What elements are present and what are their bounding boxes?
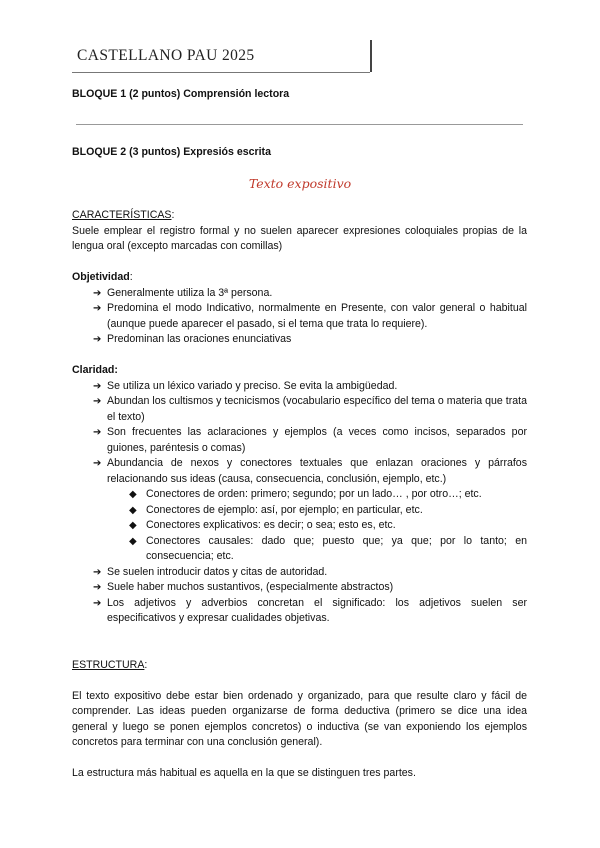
list-item: ➔ Se utiliza un léxico variado y preciso. Se evita la ambigüedad. [72,379,527,395]
caracteristicas-intro: Suele emplear el registro formal y no suelen aparecer expresiones coloquiales propias de la lengua oral (excepto marcadas con comillas) [72,224,527,252]
header-vertical-rule [370,40,372,72]
list-item: ➔ Se suelen introducir datos y citas de autoridad. [72,565,527,581]
caracteristicas-heading: CARACTERÍSTICAS [72,209,172,221]
list-item: ➔ Suele haber muchos sustantivos, (especialmente abstractos) [72,580,527,596]
list-item: ◆ Conectores causales: dado que; puesto que; ya que; por lo tanto; en consecuencia; etc. [72,534,527,565]
list-item: ◆ Conectores explicativos: es decir; o sea; esto es, etc. [72,518,527,534]
list-item: ➔ Predominan las oraciones enunciativas [72,332,527,348]
claridad-heading: Claridad: [72,364,118,376]
bloque-2-heading: BLOQUE 2 (3 puntos) Expresiós escrita [72,146,271,158]
claridad-list-continued [72,565,527,627]
list-item: ➔ Los adjetivos y adverbios concretan el significado: los adjetivos suelen ser especificativos y expresar cualidades objetivas. [72,596,527,627]
list-item: ◆ Conectores de orden: primero; segundo; por un lado… , por otro…; etc. [72,487,527,503]
section-separator [76,124,523,125]
list-item: ➔ Abundan los cultismos y tecnicismos (vocabulario específico del tema o materia que trata el texto) [72,394,527,425]
objetividad-list [72,286,527,348]
header-underline [72,72,370,73]
list-item: ◆ Conectores de ejemplo: así, por ejemplo; en particular, etc. [72,503,527,519]
bloque-1-heading: BLOQUE 1 (2 puntos) Comprensión lectora [72,88,290,100]
list-item: ➔ Predomina el modo Indicativo, normalmente en Presente, con valor general o habitual (aunque puede aparecer el pasado, si el tema que trata lo requiere). [72,301,527,332]
section-subtitle: Texto expositivo [248,176,352,191]
conectores-list [72,487,527,565]
objetividad-heading: Objetividad [72,271,130,283]
claridad-list [72,379,527,488]
estructura-heading: ESTRUCTURA [72,658,145,671]
estructura-paragraph-2: La estructura más habitual es aquella en la que se distinguen tres partes. [72,767,416,779]
list-item: ➔ Son frecuentes las aclaraciones y ejemplos (a veces como incisos, separados por guiones, paréntesis o comas) [72,425,527,456]
header-title: CASTELLANO PAU 2025 [77,47,255,64]
main-content: CARACTERÍSTICAS: Suele emplear el registro formal y no suelen aparecer expresiones coloquiales propias de la lengua oral (excepto marcadas con comillas) Objetividad: ➔ Generalmente utiliza la 3ª persona. ➔ Predomina el modo Indicativo, normalmente en Presente, con valor general o habitual (aunque puede aparecer el pasado, si el tema que trata lo requiere). ➔ Predominan las oraciones enunciativas Claridad: ➔ Se utiliza un léxico variado y preciso. Se evita la ambigüedad. ➔ Abundan los cultismos y tecnicismos (vocabulario específico del tema o materia que trata el texto) ➔ Son frecuentes las aclaraciones y ejemplos (a veces como incisos, separados por guiones, paréntesis o comas) ➔ Abundancia de nexos y conectores textuales que enlazan oraciones y párrafos relacionando sus ideas (causa, consecuencia, conclusión, ejemplo, etc.) ◆ Conectores de orden: primero; segundo; por un lado… , por otro…; etc. ◆ Conectores de ejemplo: así, por ejemplo; en particular, etc. ◆ Conectores explicativos: es decir; o sea; esto es, etc. ◆ Conectores causales: dado que; puesto que; ya que; por lo tanto; en consecuencia; etc. ➔ Se suelen introducir datos y citas de autoridad. ➔ Suele haber muchos sustantivos, (especialmente abstractos) ➔ Los adjetivos y adverbios concretan el significado: los adjetivos suelen ser especificativos y expresar cualidades objetivas. ESTRUCTURA: El texto expositivo debe estar bien ordenado y organizado, para que resulte claro y fácil de comprender. Las ideas pueden organizarse de forma deductiva (primero se dice una idea general y luego se ponen ejemplos concretos) o inductiva (se van exponiendo los ejemplos concretos para terminar con una conclusión general). La estructura más habitual es aquella en la que se distinguen tres partes. [72,208,527,782]
list-item: ➔ Generalmente utiliza la 3ª persona. [72,286,527,302]
estructura-paragraph-1: El texto expositivo debe estar bien ordenado y organizado, para que resulte claro y fácil de comprender. Las ideas pueden organizarse de forma deductiva (primero se dice una idea general y luego se ponen ejemplos concretos) o inductiva (se van exponiendo los ejemplos concretos para terminar con una conclusión general). [72,689,527,748]
list-item: ➔ Abundancia de nexos y conectores textuales que enlazan oraciones y párrafos relacionando sus ideas (causa, consecuencia, conclusión, ejemplo, etc.) [72,456,527,487]
